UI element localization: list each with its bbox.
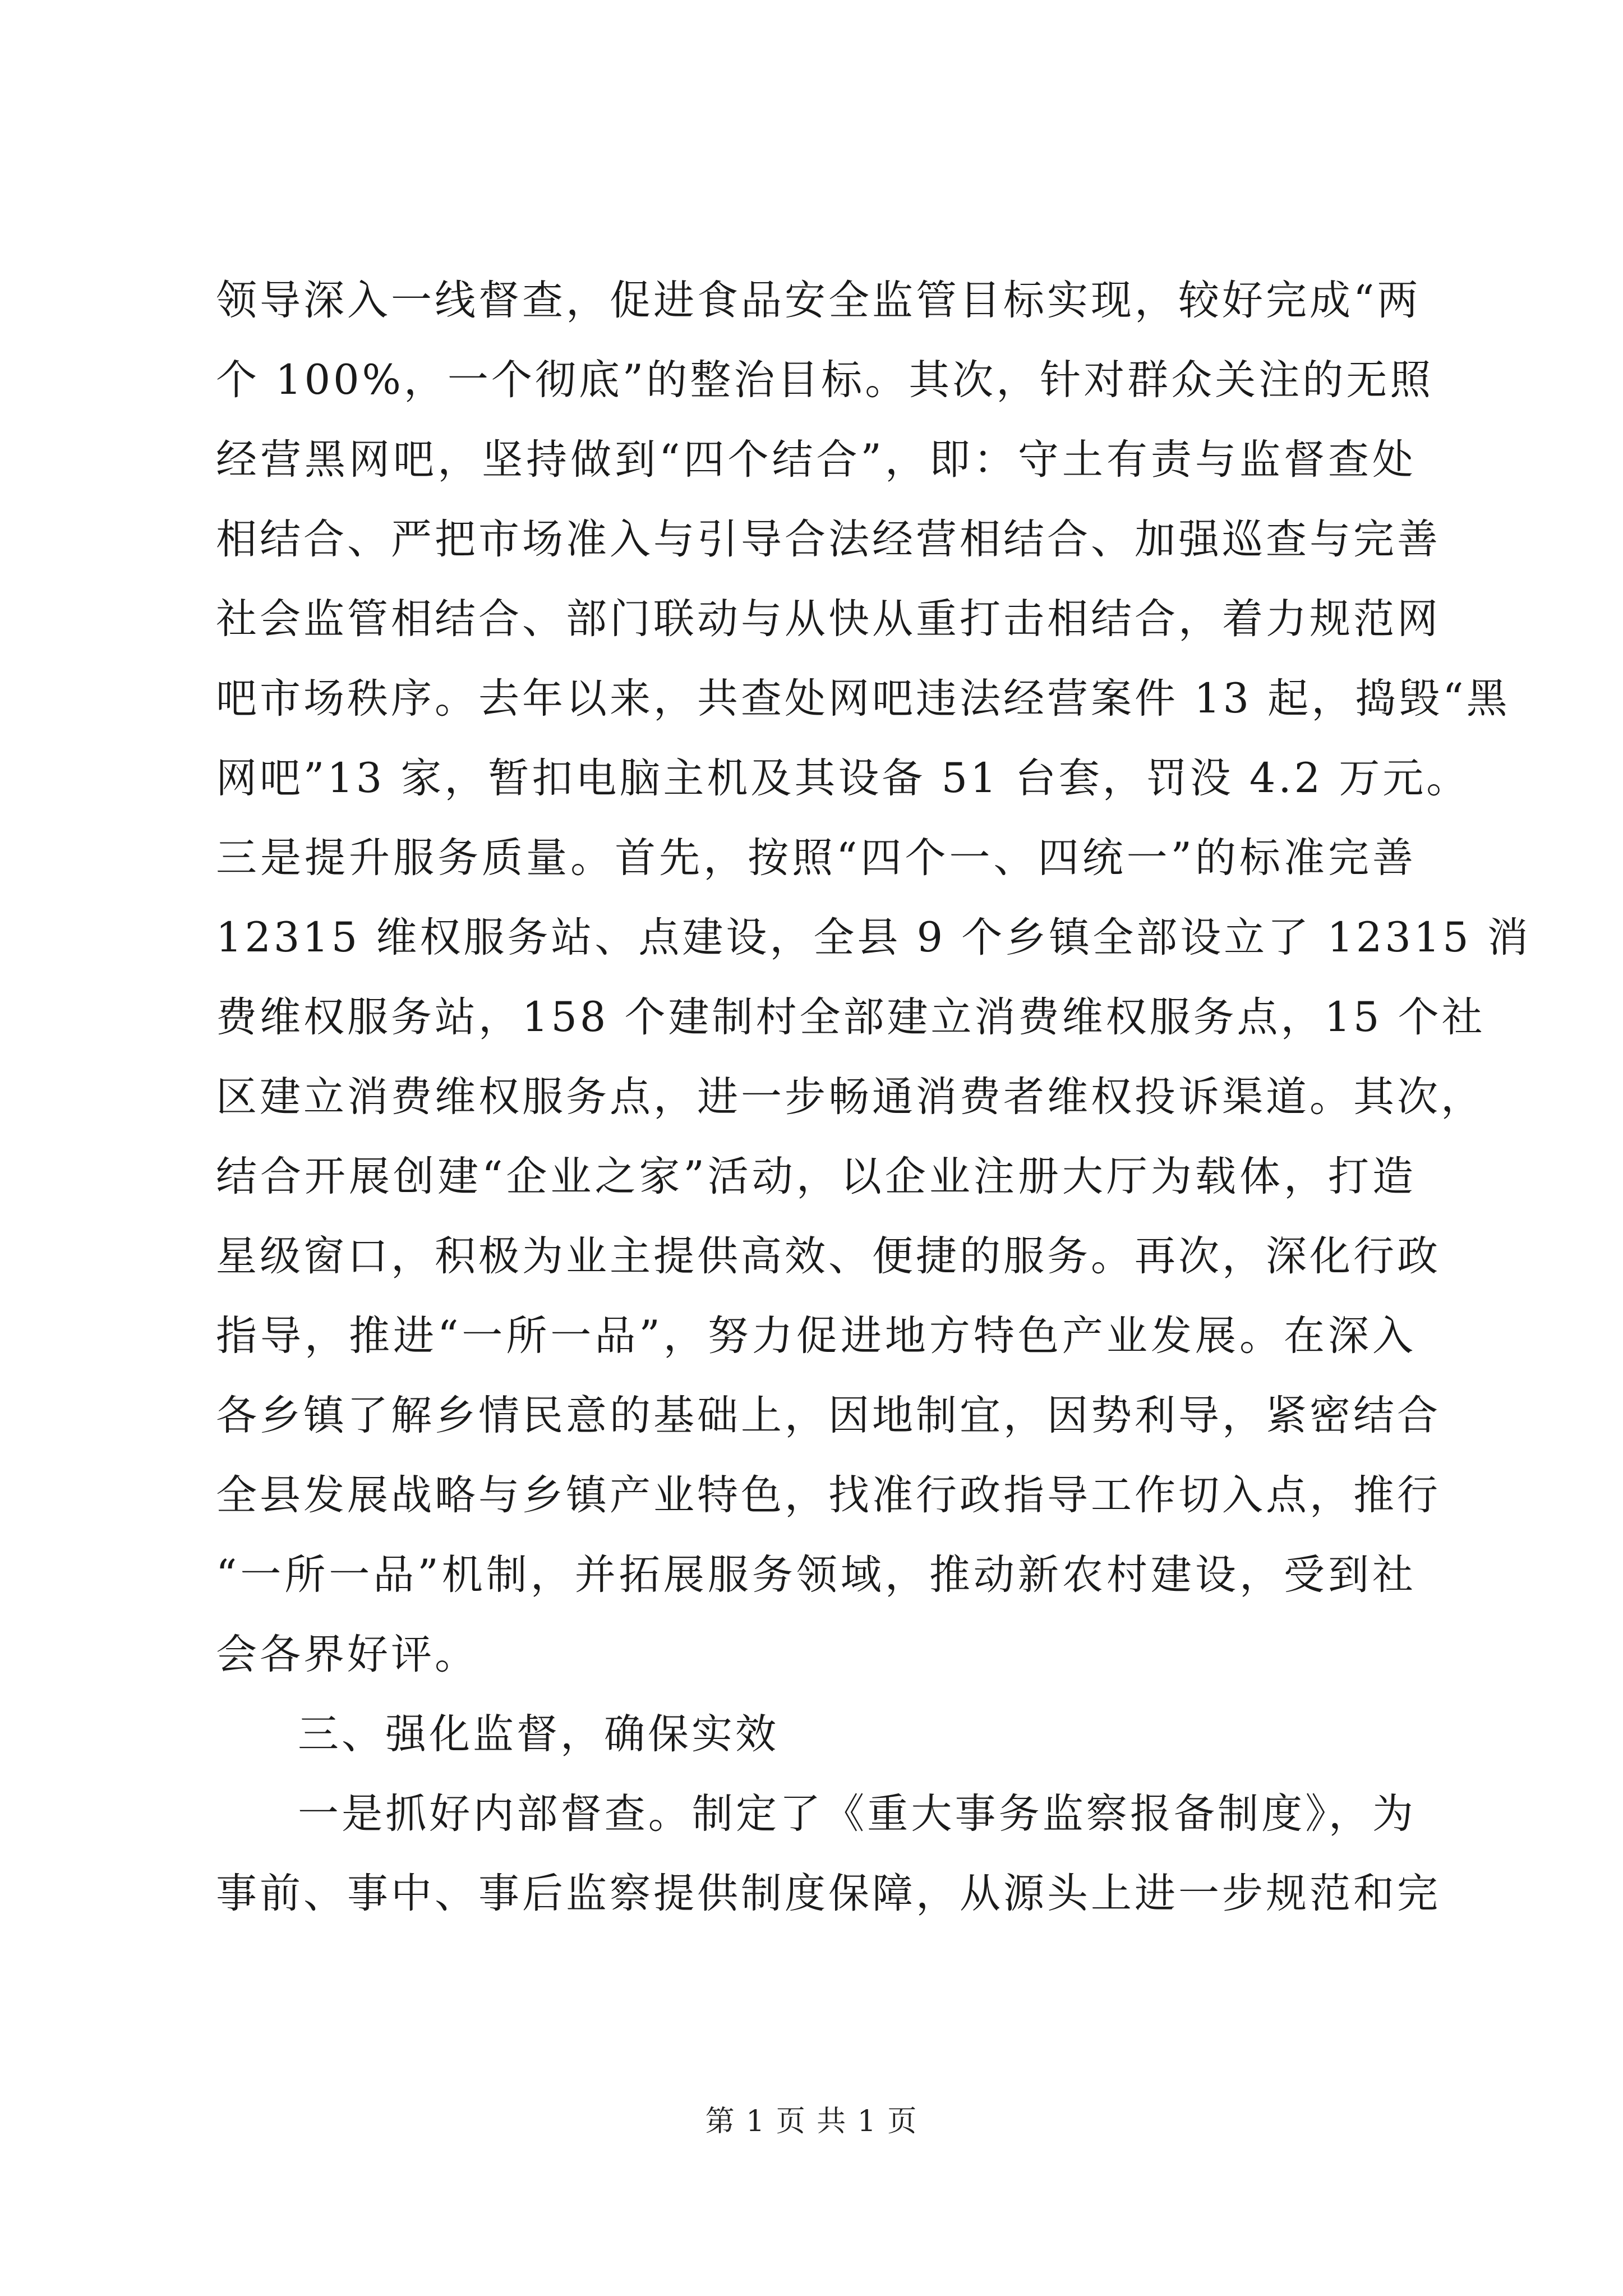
text-line: 星级窗口，积极为业主提供高效、便捷的服务。再次，深化行政 <box>216 1232 1441 1280</box>
text-line: 全县发展战略与乡镇产业特色，找准行政指导工作切入点，推行 <box>216 1471 1441 1519</box>
text-line: 结合开展创建“企业之家”活动，以企业注册大厅为载体，打造 <box>216 1153 1416 1200</box>
text-line: 区建立消费维权服务点，进一步畅通消费者维权投诉渠道。其次， <box>216 1073 1484 1121</box>
text-line: 会各界好评。 <box>216 1631 478 1678</box>
text-line: 社会监管相结合、部门联动与从快从重打击相结合，着力规范网 <box>216 595 1441 643</box>
text-line: 12315 维权服务站、点建设，全县 9 个乡镇全部设立了 12315 消 <box>216 914 1531 961</box>
text-line: 吧市场秩序。去年以来，共查处网吧违法经营案件 13 起，捣毁“黑 <box>216 675 1510 723</box>
body-text <box>216 261 1531 1934</box>
text-line: 各乡镇了解乡情民意的基础上，因地制宜，因势利导，紧密结合 <box>216 1392 1441 1439</box>
text-line: 领导深入一线督查，促进食品安全监管目标实现，较好完成“两 <box>216 277 1421 324</box>
section-heading: 三、强化监督，确保实效 <box>298 1710 779 1758</box>
page-number-footer: 第 1 页 共 1 页 <box>705 2105 918 2138</box>
text-line: 事前、事中、事后监察提供制度保障，从源头上进一步规范和完 <box>216 1870 1441 1917</box>
text-line: 个 100%，一个彻底”的整治目标。其次，针对群众关注的无照 <box>216 356 1434 404</box>
text-line: 指导，推进“一所一品”，努力促进地方特色产业发展。在深入 <box>216 1312 1416 1360</box>
text-line: 一是抓好内部督查。制定了《重大事务监察报备制度》，为 <box>298 1790 1416 1838</box>
text-line: 经营黑网吧，坚持做到“四个结合”，即：守土有责与监督查处 <box>216 436 1416 484</box>
text-line: 网吧”13 家，暂扣电脑主机及其设备 51 台套，罚没 4.2 万元。 <box>216 754 1470 802</box>
text-line: 费维权服务站，158 个建制村全部建立消费维权服务点，15 个社 <box>216 993 1486 1041</box>
text-line: 三是提升服务质量。首先，按照“四个一、四统一”的标准完善 <box>216 834 1416 882</box>
text-line: “一所一品”机制，并拓展服务领域，推动新农村建设，受到社 <box>216 1551 1416 1599</box>
text-line: 相结合、严把市场准入与引导合法经营相结合、加强巡查与完善 <box>216 516 1441 563</box>
